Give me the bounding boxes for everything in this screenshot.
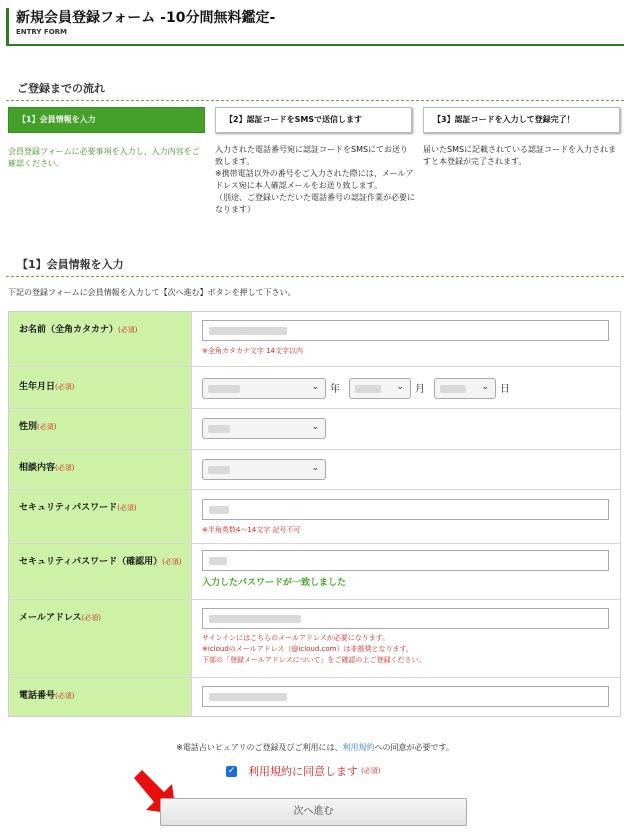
chevron-down-icon: ⌄ <box>311 463 319 473</box>
blurred-value <box>209 557 227 565</box>
flow-section-title: ご登録までの流れ <box>6 80 624 101</box>
consent-suffix: への同意が必要です。 <box>374 743 454 752</box>
topic-select[interactable] <box>202 459 326 480</box>
consent-text <box>0 742 630 753</box>
form-section-title: 【1】会員情報を入力 <box>6 256 624 277</box>
required-mark: (必須) <box>162 558 182 566</box>
email-note-2: ※icloudのメールアドレス（@icloud.com）は非推奨となります。 <box>202 645 413 653</box>
blurred-value <box>355 385 381 393</box>
password-confirm-input[interactable] <box>202 550 609 571</box>
birth-label-cell <box>9 367 192 408</box>
step-2-tab[interactable]: 【2】認証コードをSMSで送信します <box>215 107 412 133</box>
form-lead-text: 下記の登録フォームに会員情報を入力して【次へ進む】ボタンを押して下さい。 <box>8 288 296 297</box>
chevron-down-icon: ⌄ <box>311 382 319 392</box>
phone-cell <box>192 678 620 716</box>
name-input[interactable] <box>202 320 609 341</box>
required-mark: (必須) <box>55 692 75 700</box>
topic-row <box>9 450 620 490</box>
agree-checkbox[interactable]: ✓ <box>227 765 236 776</box>
topic-cell <box>192 450 620 489</box>
name-note: ※全角カタカナ文字 14文字以内 <box>202 347 303 355</box>
email-label: メールアドレス <box>19 613 82 623</box>
required-mark: (必須) <box>118 326 138 334</box>
birth-month-select[interactable] <box>349 378 411 399</box>
birth-day-select[interactable] <box>434 378 496 399</box>
birth-row <box>9 367 620 409</box>
phone-row <box>9 678 620 716</box>
email-label-cell <box>9 600 192 677</box>
blurred-value <box>209 693 287 701</box>
password-confirm-cell <box>192 544 620 599</box>
birth-cell <box>192 367 620 408</box>
password-confirm-row <box>9 544 620 600</box>
phone-label: 電話番号 <box>19 691 56 701</box>
blurred-value <box>209 327 287 335</box>
password-label-cell <box>9 490 192 543</box>
day-unit: 日 <box>500 384 510 395</box>
birth-label: 生年月日 <box>19 382 56 392</box>
email-note-1: サインインにはこちらのメールアドレスが必要になります。 <box>202 634 390 642</box>
chevron-down-icon: ⌄ <box>481 382 489 392</box>
blurred-value <box>209 615 301 623</box>
blurred-value <box>208 425 230 433</box>
gender-select[interactable] <box>202 418 326 439</box>
step-3-tab[interactable]: 【3】認証コードを入力して登録完了！ <box>423 107 620 133</box>
next-button[interactable]: 次へ進む <box>160 798 467 826</box>
password-match-message: 入力したパスワードが一致しました <box>202 578 347 588</box>
required-mark: (必須) <box>37 423 57 431</box>
agree-label[interactable]: 利用規約に同意します <box>248 765 358 778</box>
password-label: セキュリティパスワード <box>19 503 118 513</box>
blurred-value <box>208 466 230 474</box>
page-header <box>6 8 624 46</box>
topic-label-cell <box>9 450 192 489</box>
registration-form <box>8 311 621 717</box>
password-confirm-label-cell <box>9 544 192 599</box>
required-mark: (必須) <box>117 504 137 512</box>
chevron-down-icon: ⌄ <box>311 422 319 432</box>
gender-cell <box>192 409 620 449</box>
step-2-description: 入力された電話番号宛に認証コードをSMSにてお送り致します。 ※携帯電話以外の番号をご入力された際には、メールアドレス宛に本人確認メールをお送り致します。 （別途、ご登録いただいた電話番号の認証作業が必要になります） <box>215 145 415 214</box>
required-mark: (必須) <box>55 464 75 472</box>
required-mark: (必須) <box>55 383 75 391</box>
step-1-tab[interactable]: 【1】会員情報を入力 <box>8 107 205 133</box>
chevron-down-icon: ⌄ <box>396 382 404 392</box>
flow-steps <box>8 107 623 134</box>
year-unit: 年 <box>330 384 340 395</box>
password-input[interactable] <box>202 499 609 520</box>
topic-label: 相談内容 <box>19 463 56 473</box>
gender-row <box>9 409 620 450</box>
blurred-value <box>209 506 229 514</box>
agree-required-mark: (必須) <box>361 767 381 775</box>
month-unit: 月 <box>415 384 425 395</box>
email-row <box>9 600 620 678</box>
step-1-description: 会員登録フォームに必要事項を入力し、入力内容をご確認ください。 <box>8 147 200 168</box>
email-cell <box>192 600 620 677</box>
name-row <box>9 312 620 367</box>
password-row <box>9 490 620 544</box>
gender-label-cell <box>9 409 192 449</box>
blurred-value <box>440 385 466 393</box>
birth-year-select[interactable] <box>202 378 326 399</box>
password-note: ※半角英数4～14文字 記号不可 <box>202 526 301 534</box>
required-mark: (必須) <box>81 614 102 622</box>
password-confirm-label: セキュリティパスワード（確認用） <box>19 557 163 567</box>
email-input[interactable] <box>202 608 609 629</box>
step-3-description: 届いたSMSに記載されている認証コードを入力されますと本登録が完了されます。 <box>423 145 617 166</box>
phone-label-cell <box>9 678 192 716</box>
password-cell <box>192 490 620 543</box>
page-subtitle: ENTRY FORM <box>16 28 68 36</box>
gender-label: 性別 <box>19 422 38 432</box>
name-cell <box>192 312 620 366</box>
page-title: 新規会員登録フォーム -10分間無料鑑定- <box>16 10 276 26</box>
name-label: お名前（全角カタカナ） <box>19 325 119 335</box>
blurred-value <box>208 385 240 393</box>
email-note-3: 下部の「登録メールアドレスについて」をご確認の上ご登録ください。 <box>202 656 426 664</box>
terms-link[interactable]: 利用規約 <box>342 743 375 752</box>
name-label-cell <box>9 312 192 366</box>
phone-input[interactable] <box>202 686 609 707</box>
consent-prefix: ※電話占いピュアリのご登録及びご利用には、 <box>176 743 343 752</box>
agree-terms[interactable] <box>226 764 380 778</box>
